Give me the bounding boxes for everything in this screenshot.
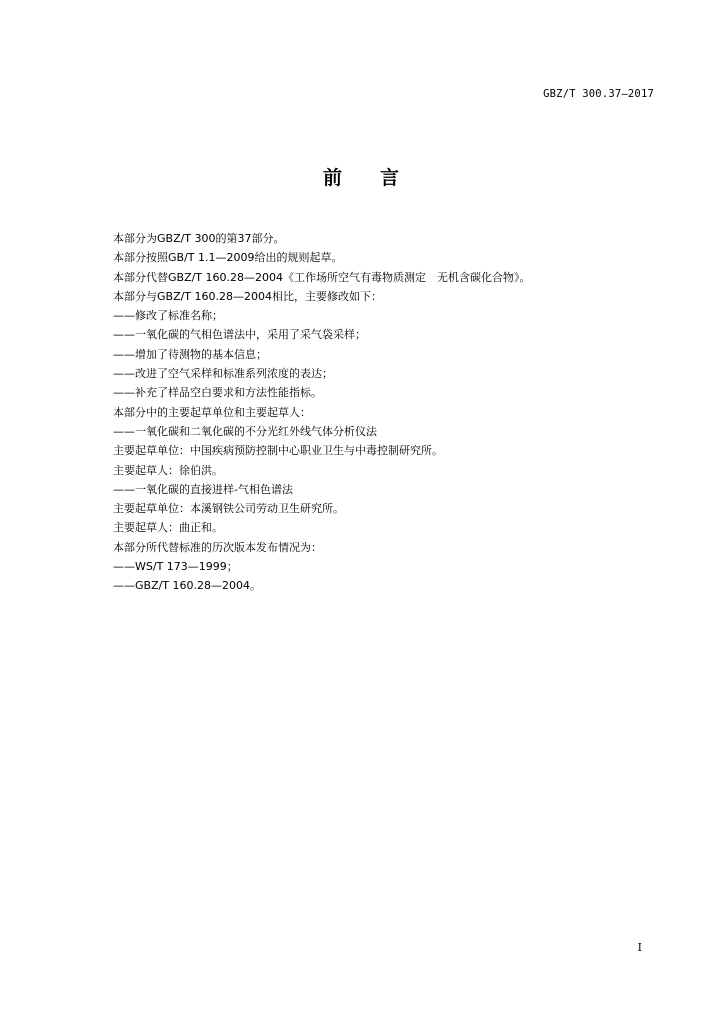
- body-line: 本部分中的主要起草单位和主要起草人：: [113, 405, 311, 419]
- title-char-1: 前: [322, 167, 344, 189]
- body-line: 本部分代替GBZ/T 160.28—2004《工作场所空气有毒物质测定 无机含碳化合物》。: [113, 270, 531, 284]
- body-line: 本部分所代替标准的历次版本发布情况为：: [113, 540, 322, 554]
- title-char-2: 言: [380, 167, 402, 189]
- body-line: 本部分按照GB/T 1.1—2009给出的规则起草。: [113, 251, 343, 265]
- body-line: ——修改了标准名称；: [113, 309, 223, 323]
- page-title: [0, 163, 724, 190]
- body-line: ——一氧化碳和二氧化碳的不分光红外线气体分析仪法: [113, 424, 377, 438]
- body-line: ——一氧化碳的气相色谱法中，采用了采气袋采样；: [113, 328, 366, 342]
- body-line: ——改进了空气采样和标准系列浓度的表达；: [113, 367, 333, 381]
- body-line: ——一氧化碳的直接进样-气相色谱法: [113, 482, 293, 496]
- body-line: ——增加了待测物的基本信息；: [113, 347, 267, 361]
- body-line: ——补充了样品空白要求和方法性能指标。: [113, 386, 322, 400]
- foreword-body: [113, 229, 653, 596]
- body-line: 主要起草单位：本溪钢铁公司劳动卫生研究所。: [113, 502, 344, 516]
- body-line: ——WS/T 173—1999；: [113, 560, 238, 574]
- body-line: 主要起草人：曲正和。: [113, 521, 223, 535]
- body-line: 主要起草单位：中国疾病预防控制中心职业卫生与中毒控制研究所。: [113, 444, 443, 458]
- body-line: 本部分为GBZ/T 300的第37部分。: [113, 232, 285, 245]
- body-line: ——GBZ/T 160.28—2004。: [113, 579, 262, 593]
- body-line: 本部分与GBZ/T 160.28—2004相比，主要修改如下：: [113, 289, 383, 303]
- page-number: I: [637, 941, 642, 954]
- standard-number-header: GBZ/T 300.37—2017: [543, 88, 654, 100]
- body-line: 主要起草人：徐伯洪。: [113, 463, 223, 477]
